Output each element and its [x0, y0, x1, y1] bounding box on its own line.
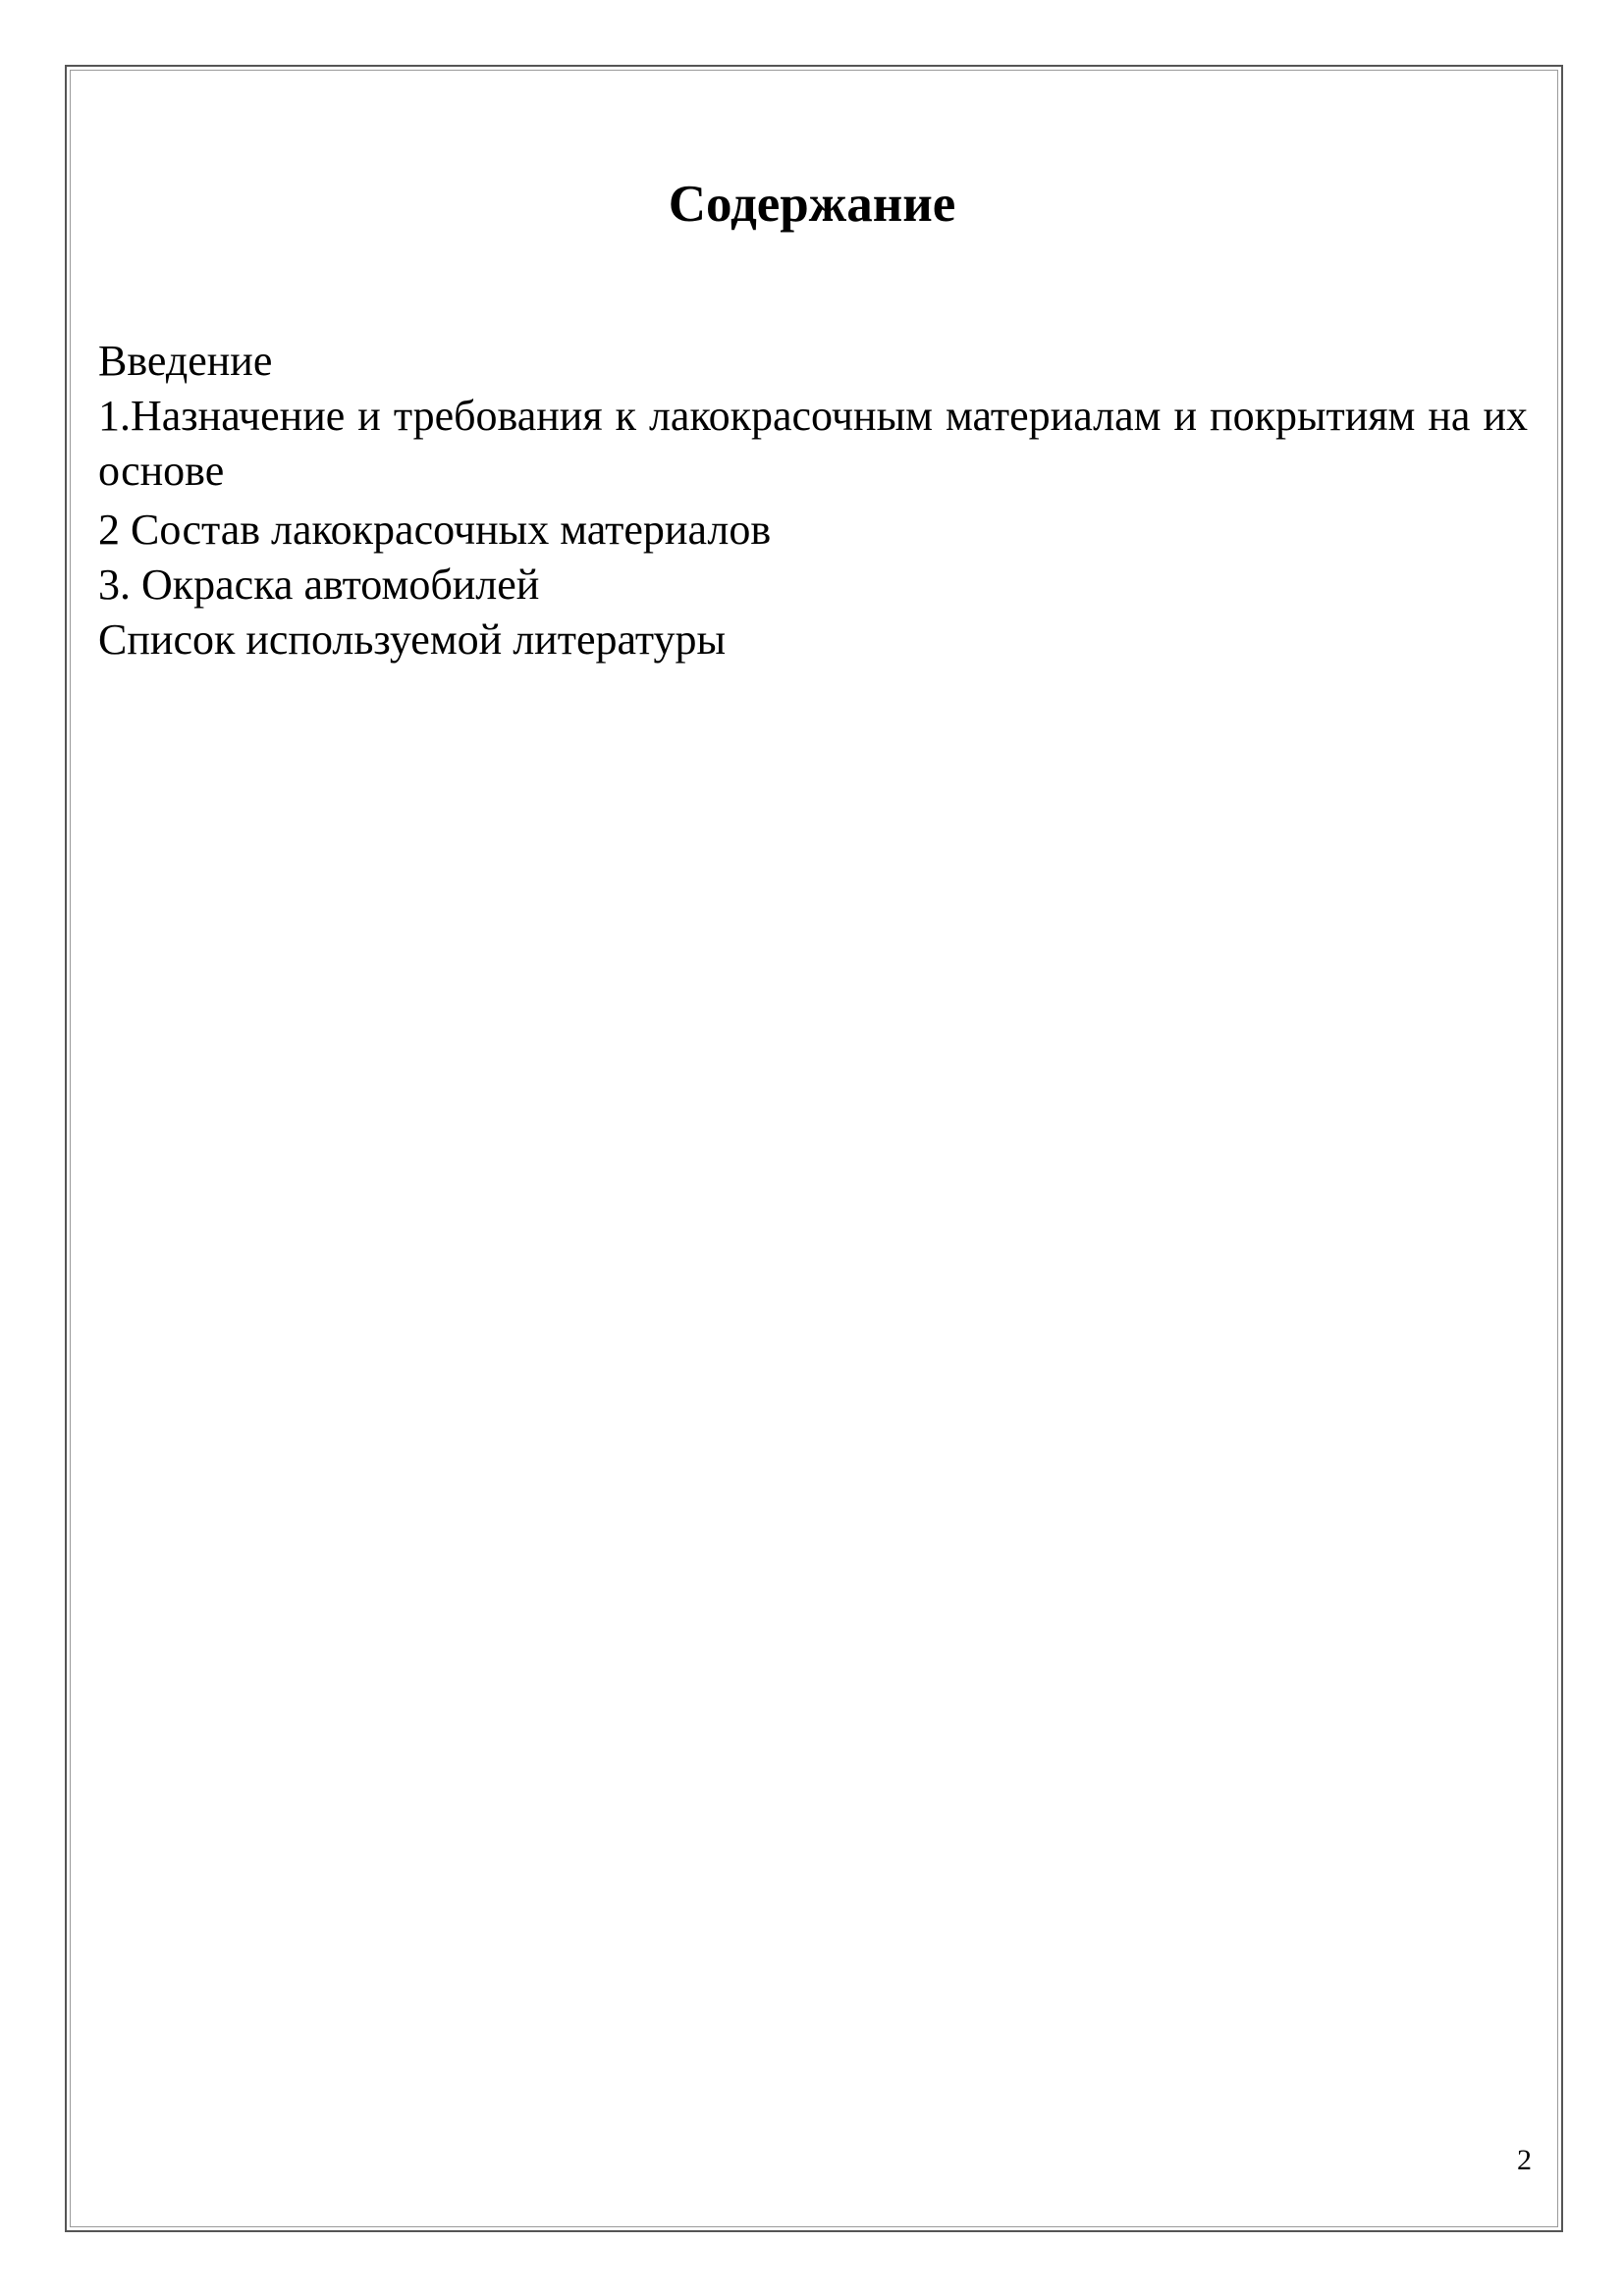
table-of-contents — [98, 334, 1528, 667]
page-number: 2 — [1517, 2144, 1532, 2176]
toc-item-references: Список используемой литературы — [98, 615, 727, 664]
toc-item-section-3: 3. Окраска автомобилей — [98, 561, 540, 609]
toc-item-introduction: Введение — [98, 337, 273, 385]
toc-item-section-2: 2 Состав лакокрасочных материалов — [98, 506, 772, 554]
toc-item-section-1: 1.Назначение и требования к лакокрасочным материалам и покрытиям на их основе — [98, 392, 1528, 495]
page-title: Содержание — [668, 176, 956, 233]
